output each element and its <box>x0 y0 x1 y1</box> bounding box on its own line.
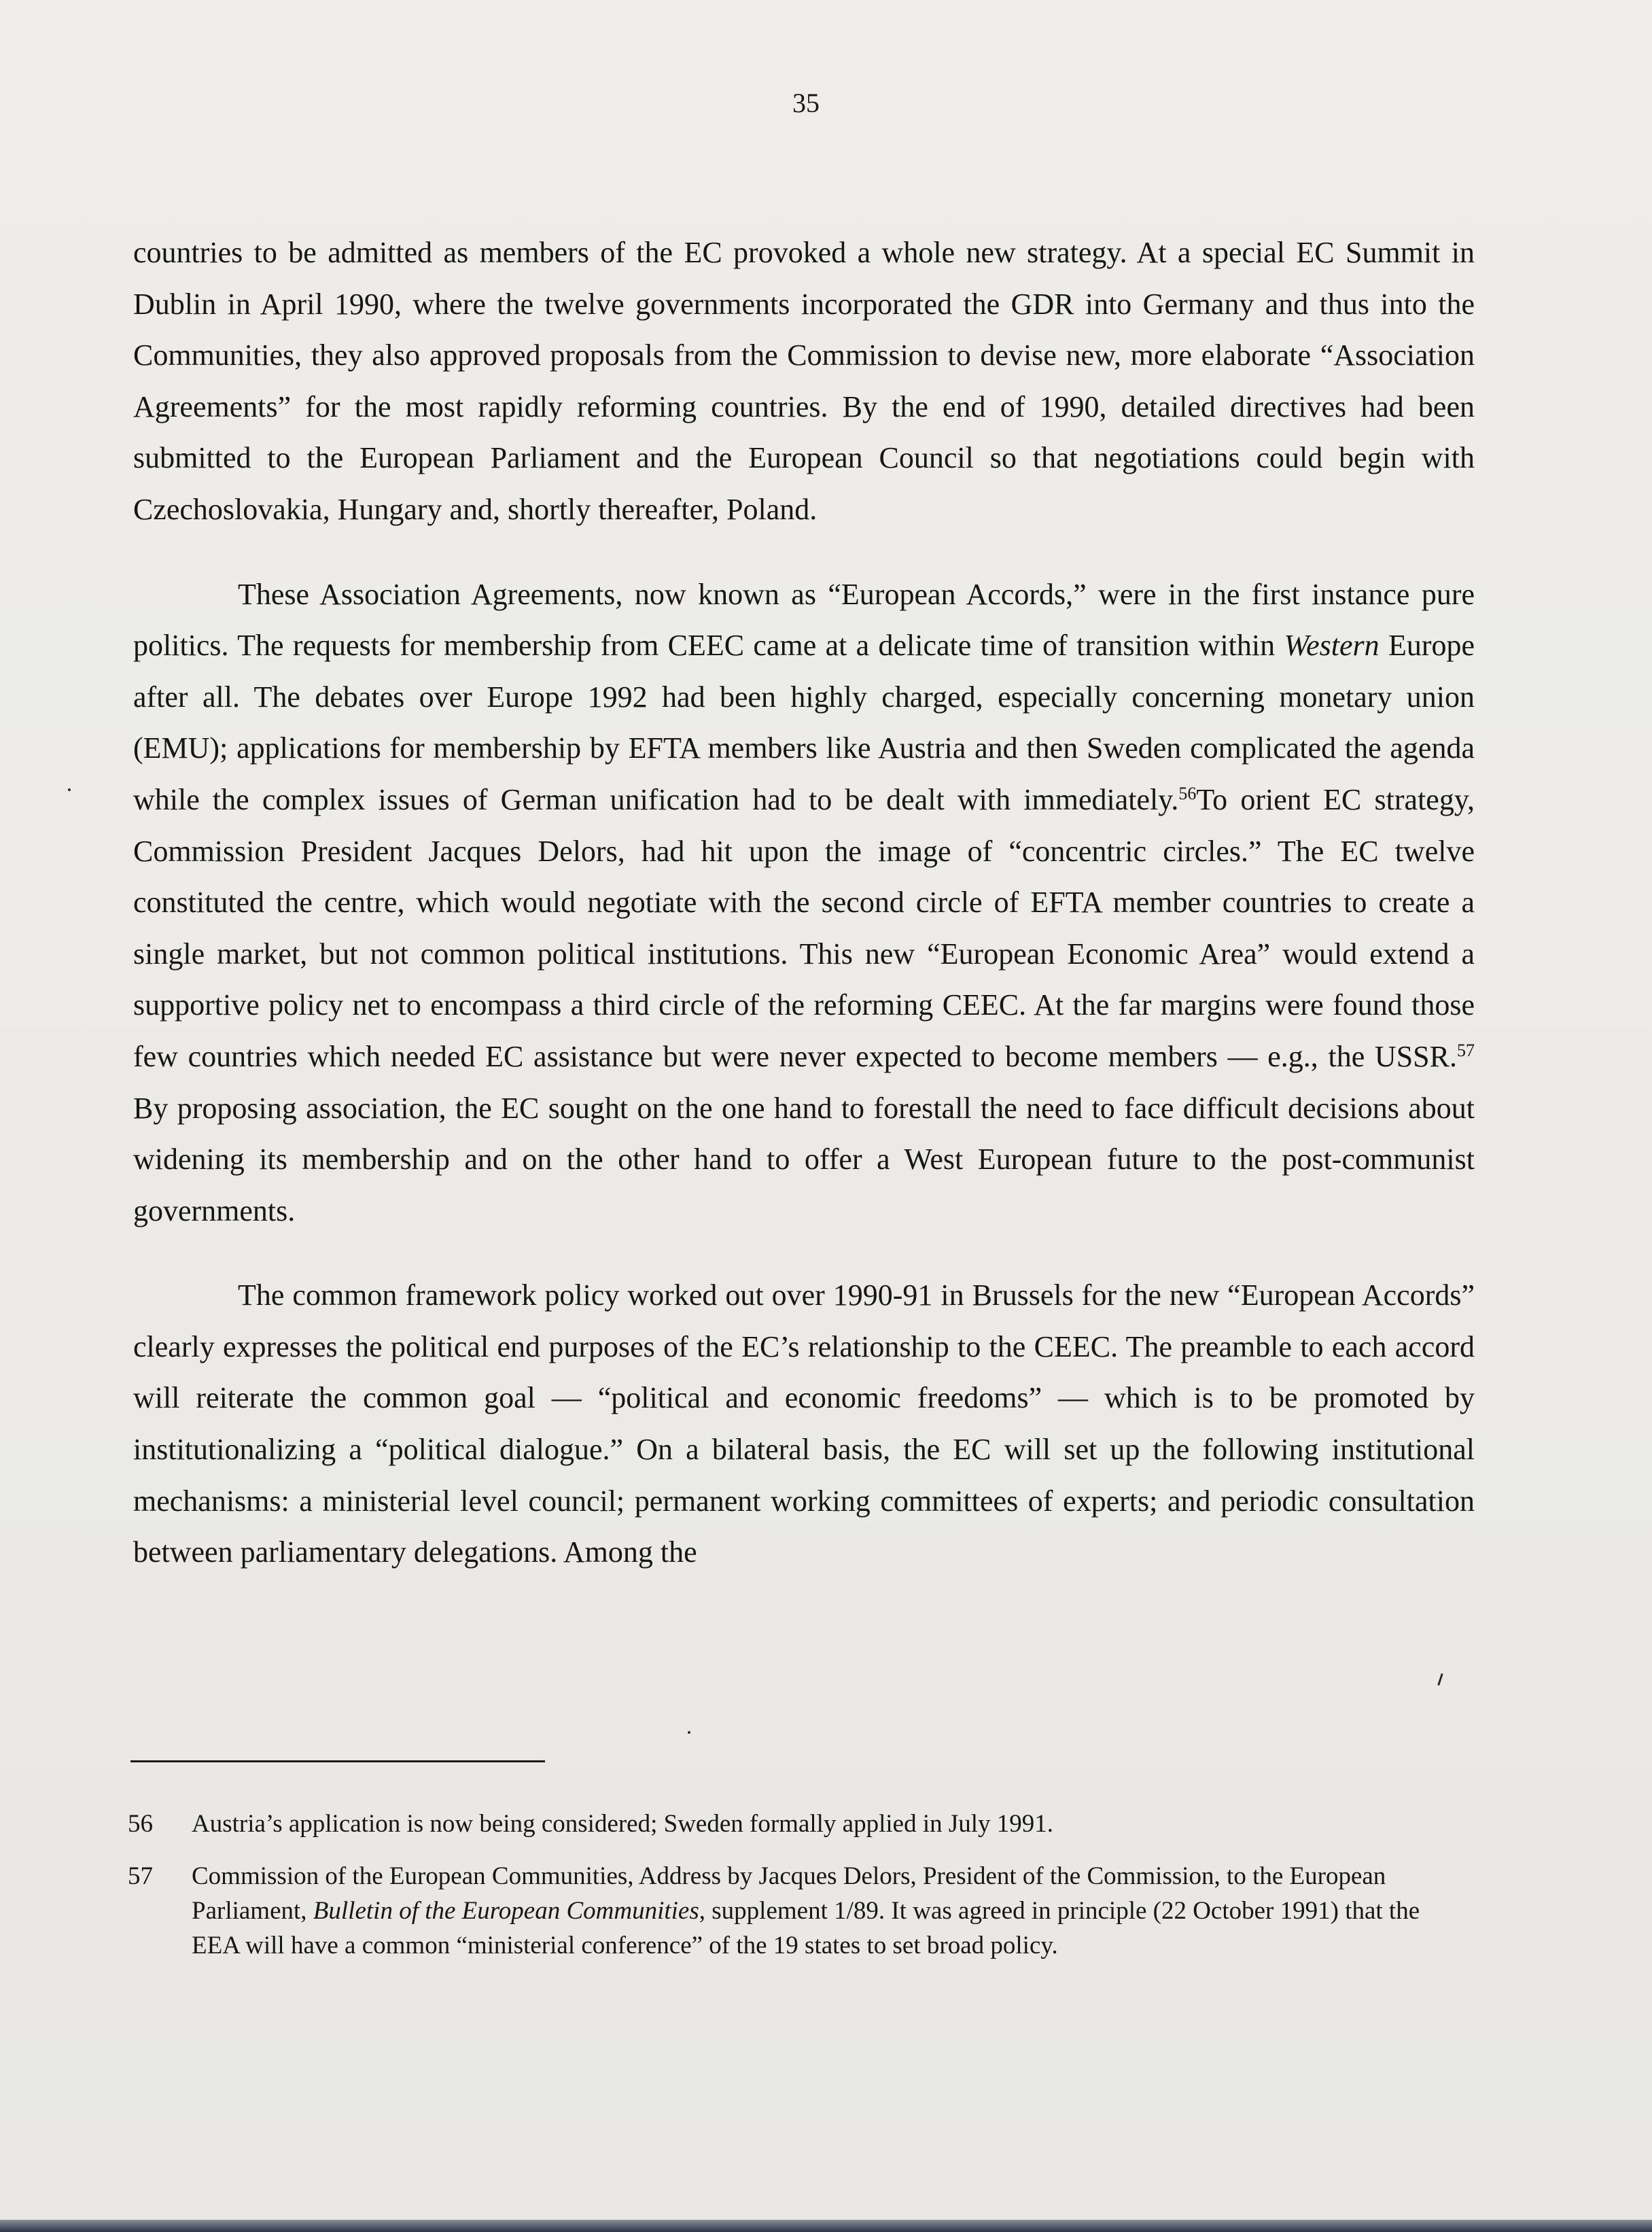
footnote-number: 57 <box>128 1862 153 1890</box>
italic-text: Bulletin of the European Communities <box>313 1897 699 1925</box>
text-run: Commission of the European Communities, Address by Jacques Delors, President of the Commission, to the European Parliament, <box>192 1862 1386 1925</box>
footnote-text <box>192 1859 1473 1963</box>
text-run: Europe after all. The debates over Europe 1992 had been highly charged, especially concerning monetary union (EMU); applications for membership by EFTA members like Austria and then Sweden complicated the agenda while the complex issues of German unification had to be dealt with immediately. <box>133 629 1475 816</box>
text-run: countries to be admitted as members of the EC provoked a whole new strategy. At a special EC Summit in Dublin in April 1990, where the twelve governments incorporated the GDR into Germany and thus into the Communities, they also approved proposals from the Commission to devise new, more elaborate “Association Agreements” for the most rapidly reforming countries. By the end of 1990, detailed directives had been submitted to the European Parliament and the European Council so that negotiations could begin with Czechoslovakia, Hungary and, shortly thereafter, Poland. <box>133 236 1475 526</box>
italic-text: Western <box>1284 629 1379 663</box>
page-number: 35 <box>792 88 820 118</box>
footnote-reference: 56 <box>1178 783 1197 803</box>
scan-speck <box>68 788 71 791</box>
footnotes <box>128 1807 1473 1963</box>
paragraph <box>133 569 1475 1237</box>
scan-speck <box>688 1731 690 1734</box>
footnote-text <box>192 1807 1473 1841</box>
text-run: These Association Agreements, now known as “European Accords,” were in the first instance pure politics. The requests for membership from CEEC came at a delicate time of transition within <box>133 577 1475 663</box>
footnote <box>128 1859 1473 1963</box>
text-run: To orient EC strategy, Commission President Jacques Delors, had hit upon the image of “concentric circles.” The EC twelve constituted the centre, which would negotiate with the second circle of EFTA member countries to create a single market, but not common political institutions. This new “European Economic Area” would extend a supportive policy net to encompass a third circle of the reforming CEEC. At the far margins were found those few countries which needed EC assistance but were never expected to become members — e.g., the USSR. <box>133 782 1475 1073</box>
text-run: , supplement 1/89. It was agreed in principle (22 October 1991) that the EEA will have a common “ministerial conference” of the 19 states to set broad policy. <box>192 1897 1420 1959</box>
footnote-divider <box>130 1760 545 1762</box>
paragraph <box>133 227 1475 536</box>
footnote-reference: 57 <box>1457 1040 1475 1060</box>
scan-speck <box>1437 1673 1443 1686</box>
body-text <box>133 227 1475 1578</box>
text-run: By proposing association, the EC sought on the one hand to forestall the need to face difficult decisions about widening its membership and on the other hand to offer a West European future to the post-communist governments. <box>133 1091 1475 1227</box>
paragraph <box>133 1270 1475 1578</box>
text-run: Austria’s application is now being considered; Sweden formally applied in July 1991. <box>192 1810 1054 1838</box>
scan-bottom-edge <box>0 2220 1652 2232</box>
footnote-number: 56 <box>128 1810 153 1838</box>
footnote <box>128 1807 1473 1841</box>
text-run: The common framework policy worked out over 1990-91 in Brussels for the new “European Accords” clearly expresses the political end purposes of the EC’s relationship to the CEEC. The preamble to each accord will reiterate the common goal — “political and economic freedoms” — which is to be promoted by institutionalizing a “political dialogue.” On a bilateral basis, the EC will set up the following institutional mechanisms: a ministerial level council; permanent working committees of experts; and periodic consultation between parliamentary delegations. Among the <box>133 1278 1475 1569</box>
